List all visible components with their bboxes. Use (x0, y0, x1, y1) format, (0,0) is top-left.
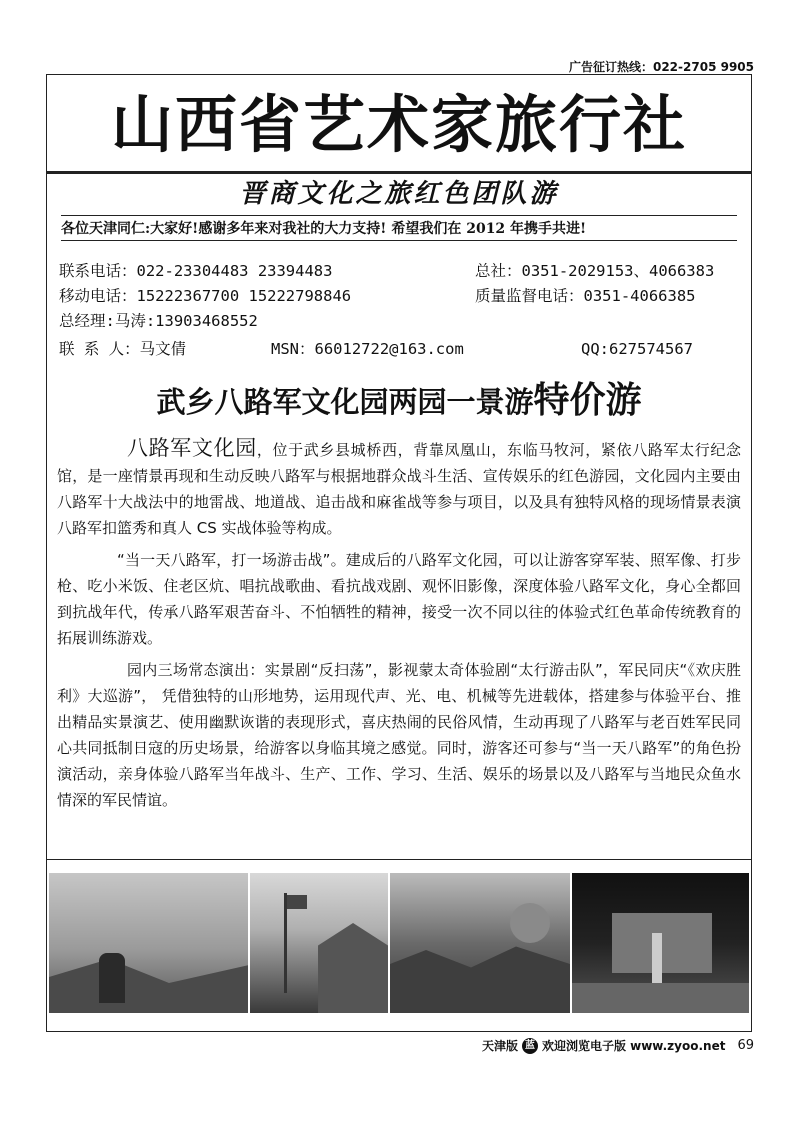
page-number: 69 (737, 1038, 754, 1053)
title-rule (47, 171, 751, 174)
mobile-phone: 移动电话：15222367700 15222798846 (59, 287, 352, 305)
contact-phone: 联系电话：022-23304483 23394483 (59, 262, 333, 280)
agency-title: 山西省艺术家旅行社 (110, 88, 687, 161)
contact-block (59, 259, 739, 362)
ad-frame (46, 74, 752, 1032)
subtitle: 晋商文化之旅红色团队游 (239, 179, 559, 209)
ad-hotline: 广告征订热线：022-2705 9905 (568, 60, 754, 74)
contact-row (59, 309, 739, 334)
headline (47, 381, 751, 422)
photo-stage-performance (572, 873, 749, 1013)
photo-village-flag (250, 873, 388, 1013)
msn: MSN：66012722@163.com (271, 340, 464, 358)
photo-soldiers-hillside (49, 873, 248, 1013)
page-footer (482, 1037, 754, 1054)
contact-person: 联 系 人：马文倩 (59, 340, 187, 358)
edition-label: 天津版 (481, 1039, 518, 1053)
paragraph (57, 435, 741, 541)
headline-main: 武乡八路军文化园两园一景游 (156, 385, 534, 419)
greeting: 各位天津同仁:大家好!感谢多年来对我社的大力支持! 希望我们在 2012 年携手共进! (61, 215, 737, 241)
head-office-phone: 总社：0351-2029153、4066383 (475, 262, 715, 280)
general-manager: 总经理:马涛:13903468552 (59, 312, 258, 330)
article-body (57, 435, 741, 819)
section-rule (47, 859, 751, 860)
photo-cave-dwellings (390, 873, 569, 1013)
paragraph: 园内三场常态演出：实景剧“反扫荡”，影视蒙太奇体验剧“太行游击队”，军民同庆“《欢庆胜利》大巡游”， 凭借独特的山形地势，运用现代声、光、电、机械等先进载体，搭建参与体验平台、推出精品实景演艺、使用幽默诙谐的表现形式，喜庆热闹的民俗风情，生动再现了八路军与老百姓军民同心共同抵制日寇的历史场景，给游客以身临其境之感觉。同时，游客还可参与“当一天八路军”的角色扮演活动，亲身体验八路军当年战斗、生产、工作、学习、生活、娱乐的场景以及八路军与当地民众鱼水情深的军民情谊。 (57, 661, 741, 809)
lead-term: 八路军文化园 (127, 436, 257, 460)
brand-badge-icon: 蓝 (522, 1038, 538, 1054)
headline-special: 特价游 (533, 380, 642, 421)
paragraph: “当一天八路军，打一场游击战”。建成后的八路军文化园，可以让游客穿军装、照军像、打步枪、吃小米饭、住老区炕、唱抗战歌曲、看抗战戏剧、观怀旧影像，深度体验八路军文化，身心全都回到抗战年代，传承八路军艰苦奋斗、不怕牺牲的精神，接受一次不同以往的体验式红色革命传统教育的拓展训练游戏。 (57, 551, 741, 647)
contact-row (59, 337, 739, 362)
footer-website: 欢迎浏览电子版 www.zyoo.net (541, 1039, 726, 1053)
photo-strip (49, 873, 749, 1013)
paragraph-text: ，位于武乡县城桥西，背靠凤凰山，东临马牧河，紧依八路军太行纪念馆，是一座情景再现和生动反映八路军与根据地群众战斗生活、宣传娱乐的红色游园，文化园内主要由八路军十大战法中的地雷战、地道战、追击战和麻雀战等参与项目，以及具有独特风格的现场情景表演八路军扣篮秀和真人 CS 实战体验等构成。 (57, 441, 742, 537)
contact-row (59, 284, 739, 309)
quality-phone: 质量监督电话：0351-4066385 (475, 287, 696, 305)
contact-row (59, 259, 739, 284)
qq: QQ:627574567 (581, 340, 693, 358)
